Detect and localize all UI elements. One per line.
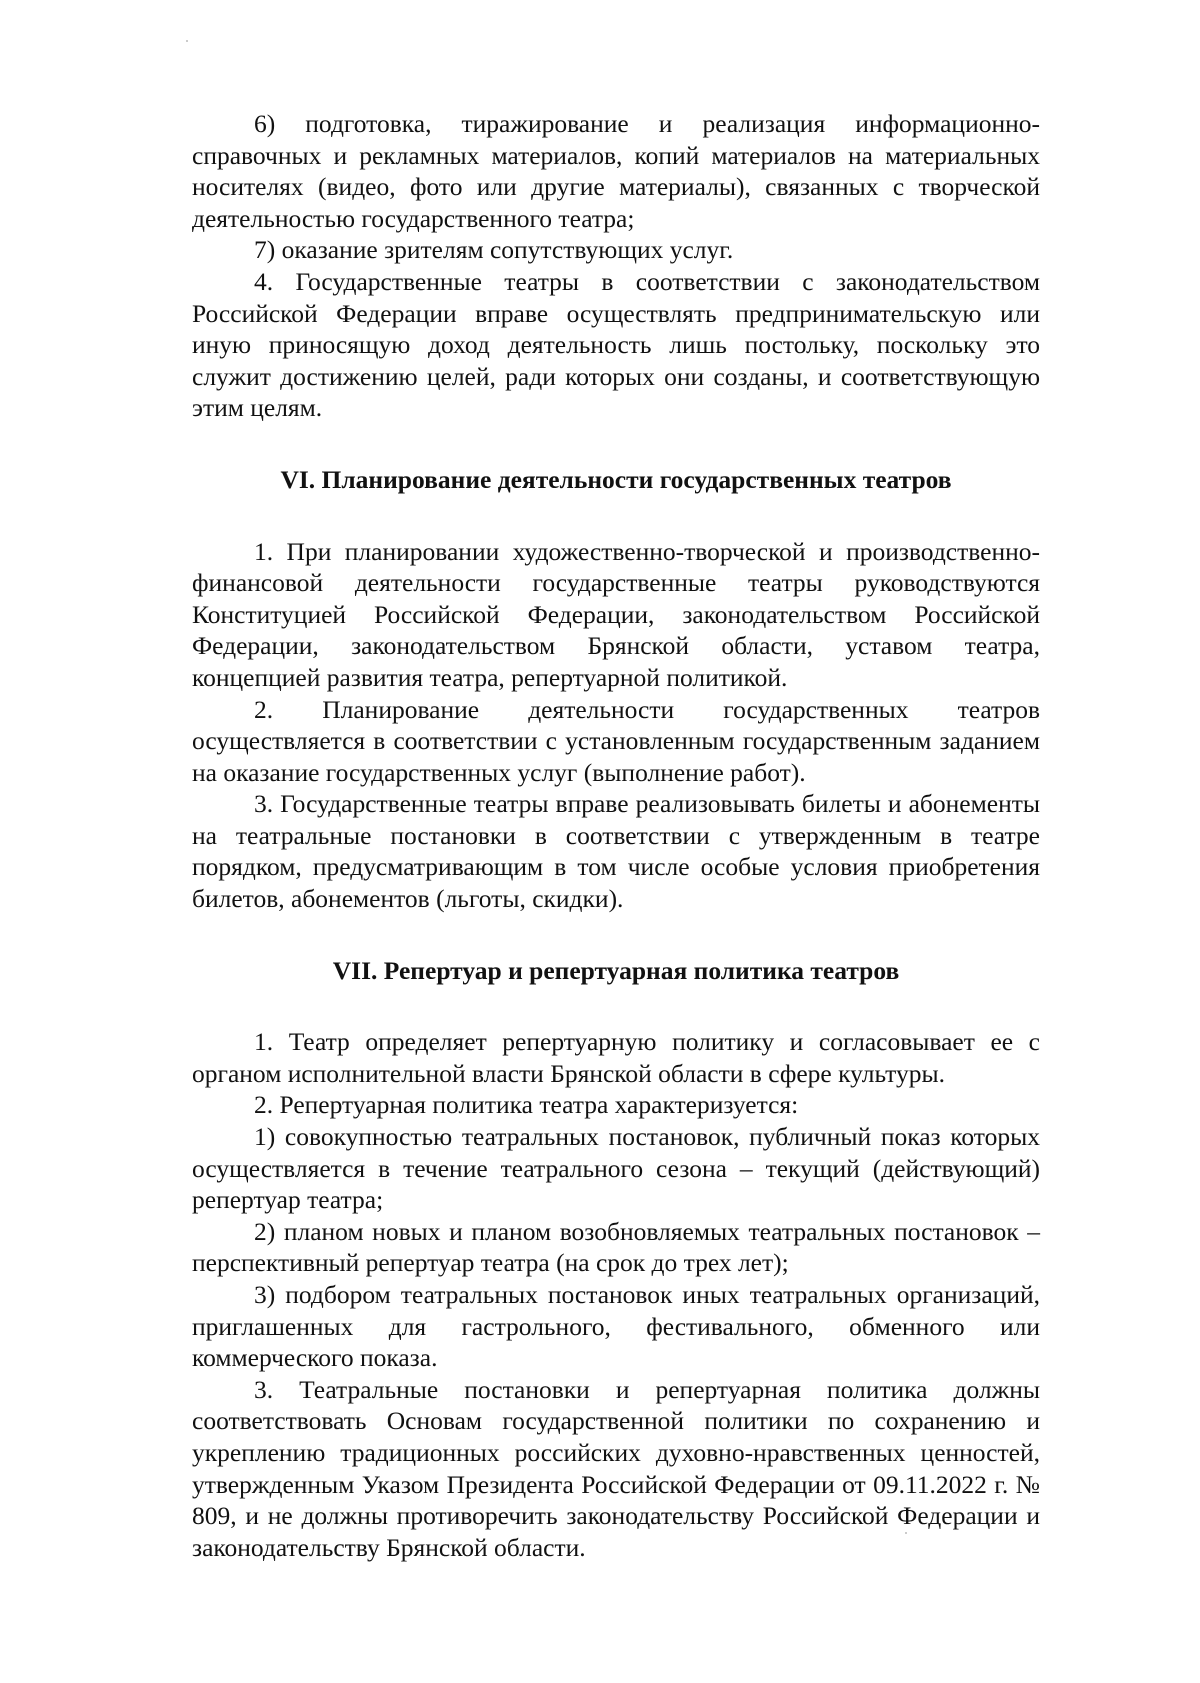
section-7-heading: VII. Репертуар и репертуарная политика театров: [332, 955, 900, 985]
section-6-paragraph-3: 3. Государственные театры вправе реализовывать билеты и абонементы на театральные постановки в соответствии с утвержденным в театре порядком, предусматривающим в том числе особые условия приобретения билетов, абонементов (льготы, скидки).: [192, 789, 1040, 914]
paragraph-clause-4: 4. Государственные театры в соответствии с законодательством Российской Федерации вправе осуществлять предпринимательскую или иную приносящую доход деятельность лишь постольку, поскольку это служит достижению целей, ради которых они созданы, и соответствующую этим целям.: [192, 266, 1040, 423]
section-6-heading: VI. Планирование деятельности государственных театров: [280, 464, 952, 494]
paragraph-item-6: 6) подготовка, тиражирование и реализация информационно-справочных и рекламных материалов, копий материалов на материальных носителях (видео, фото или другие материалы), связанных с творческой деятельностью государственного театра;: [192, 109, 1040, 233]
section-6-paragraph-1: 1. При планировании художественно-творческой и производственно-финансовой деятельности государственные театры руководствуются Конституцией Российской Федерации, законодательством Российской Федерации, законодательством Брянской области, уставом театра, концепцией развития театра, репертуарной политикой.: [192, 536, 1040, 692]
document-page: [192, 108, 1040, 1563]
section-6-paragraph-2: 2. Планирование деятельности государственных театров осуществляется в соответствии с установленным государственным заданием на оказание государственных услуг (выполнение работ).: [192, 694, 1040, 787]
section-7-paragraph-2: 2. Репертуарная политика театра характеризуется:: [254, 1090, 799, 1120]
section-7-paragraph-5: 3) подбором театральных постановок иных театральных организаций, приглашенных для гастрольного, фестивального, обменного или коммерческого показа.: [192, 1280, 1040, 1373]
section-7-paragraph-3: 1) совокупностью театральных постановок, публичный показ которых осуществляется в течение театрального сезона – текущий (действующий) репертуар театра;: [192, 1122, 1040, 1215]
scan-speck: [905, 1532, 907, 1534]
scan-speck: [186, 40, 188, 42]
section-7-paragraph-1: 1. Театр определяет репертуарную политику и согласовывает ее с органом исполнительной власти Брянской области в сфере культуры.: [192, 1027, 1040, 1088]
section-7-paragraph-6: 3. Театральные постановки и репертуарная политика должны соответствовать Основам государственной политики по сохранению и укреплению традиционных российских духовно-нравственных ценностей, утвержденным Указом Президента Российской Федерации от 09.11.2022 г. № 809, и не должны противоречить законодательству Российской Федерации и законодательству Брянской области.: [192, 1374, 1040, 1562]
paragraph-item-7: 7) оказание зрителям сопутствующих услуг.: [254, 235, 734, 265]
section-7-paragraph-4: 2) планом новых и планом возобновляемых театральных постановок – перспективный репертуар театра (на срок до трех лет);: [192, 1216, 1040, 1278]
